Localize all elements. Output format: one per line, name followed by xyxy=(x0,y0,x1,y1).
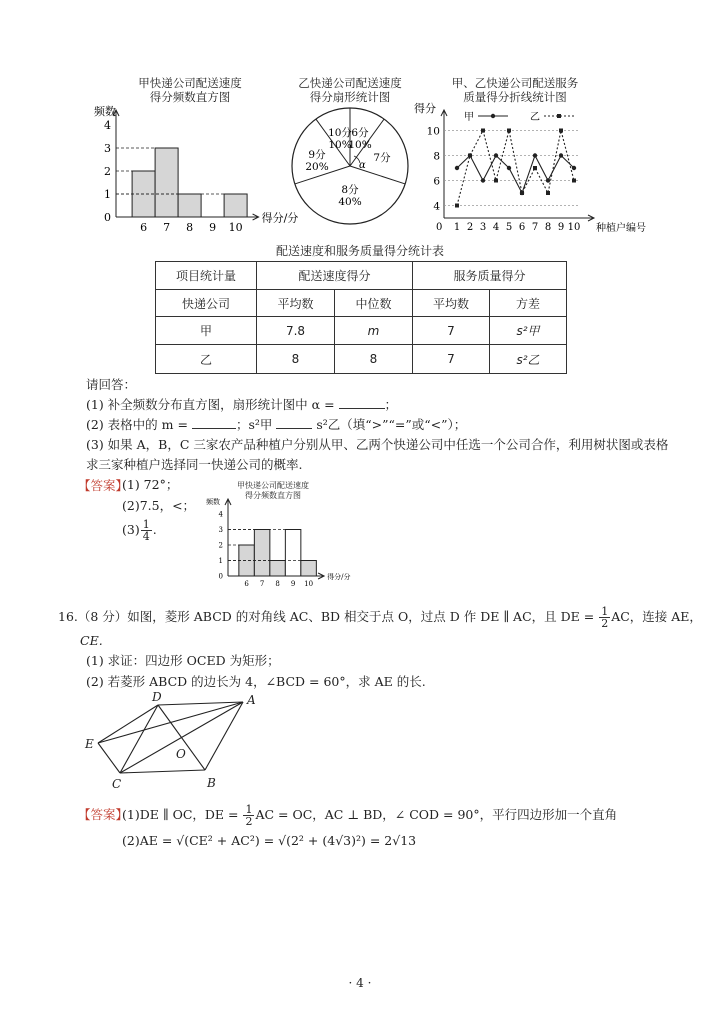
q15-part1 xyxy=(86,396,397,413)
q16-part1: (1) 求证：四边形 OCED 为矩形； xyxy=(86,653,280,668)
label-b: B xyxy=(207,776,216,790)
q16-answer1 xyxy=(122,804,617,827)
data-point-jia xyxy=(559,153,563,157)
pie-slice-label: 10分 xyxy=(328,127,352,139)
side-ab xyxy=(205,702,243,770)
histogram-bar xyxy=(239,545,255,576)
q15-part2-text: (2) 表格中的 m = xyxy=(86,417,192,432)
q15-part2-end: s²乙（填“>”“=”或“<”）； xyxy=(312,417,467,432)
pie-slice-label: 6分 xyxy=(351,127,369,139)
legend-marker-yi xyxy=(557,114,561,118)
y-axis-label: 得分 xyxy=(414,102,436,115)
q15-answer3-label: (3) xyxy=(122,522,140,537)
y-tick-label: 4 xyxy=(104,118,111,132)
answer-tag: 【答案】 xyxy=(78,478,129,493)
x-tick-label: 2 xyxy=(466,222,474,233)
series-line-yi xyxy=(457,131,574,206)
y-tick-label: 2 xyxy=(218,541,223,550)
table-cell: 甲 xyxy=(156,317,257,345)
data-point-yi xyxy=(546,191,550,195)
side-bc xyxy=(120,770,205,773)
fraction xyxy=(243,804,254,827)
table-cell: 7 xyxy=(413,345,490,374)
side-da xyxy=(158,702,243,705)
data-point-yi xyxy=(533,166,537,170)
side-cd xyxy=(120,705,158,773)
y-axis-label: 频数 xyxy=(94,105,116,118)
angle-alpha-label: α xyxy=(359,160,366,171)
answer-histogram-chart xyxy=(198,498,351,588)
data-point-jia xyxy=(507,166,511,170)
label-o: O xyxy=(176,747,186,761)
table-header-cell: 平均数 xyxy=(257,290,335,317)
q16-answer1-end: AC = OC，AC ⊥ BD，∠ COD = 90°，平行四边形加一个直角 xyxy=(255,807,618,822)
data-point-jia xyxy=(572,166,576,170)
answer-tag: 【答案】 xyxy=(78,807,129,822)
x-tick-label: 1 xyxy=(453,222,461,233)
x-axis-label: 种植户编号 xyxy=(596,223,646,234)
x-tick-label: 8 xyxy=(544,222,552,233)
y-tick-label: 3 xyxy=(218,525,223,534)
hist-title: 甲快递公司配送速度 得分频数直方图 xyxy=(138,76,242,104)
label-e: E xyxy=(85,737,94,751)
data-point-yi xyxy=(494,179,498,183)
q15-answer1: (1) 72°； xyxy=(122,477,179,492)
pie-title: 乙快递公司配送速度 得分扇形统计图 xyxy=(298,76,402,104)
data-point-jia xyxy=(494,153,498,157)
x-tick-label: 8 xyxy=(275,580,280,588)
page-number: · 4 · xyxy=(348,976,372,990)
fraction xyxy=(141,519,152,542)
x-tick-label: 7 xyxy=(163,221,171,234)
y-tick-label: 2 xyxy=(104,164,111,178)
table-header-cell: 服务质量得分 xyxy=(413,262,567,290)
q15-answer3 xyxy=(122,518,157,542)
q16-line1-end: AC，连接 AE， xyxy=(611,609,702,624)
q15-prompt: 请回答： xyxy=(86,377,137,392)
x-axis-label: 得分/分 xyxy=(261,211,299,225)
table-header-cell: 快递公司 xyxy=(156,290,257,317)
table-header-cell: 中位数 xyxy=(335,290,413,317)
y-tick-label: 3 xyxy=(104,141,111,155)
q15-part3: (3) 如果 A，B，C 三家农产品种植户分别从甲、乙两个快递公司中任选一个公司合作，利用树状图或表格 xyxy=(86,437,669,452)
q16-line1 xyxy=(58,606,702,629)
histogram-bar xyxy=(155,148,178,217)
histogram-bar xyxy=(285,530,301,577)
fraction xyxy=(599,606,610,629)
line-chart xyxy=(412,100,674,235)
q16-answer2: (2)AE = √(CE² + AC²) = √(2² + (4√3)²) = 2√13 xyxy=(122,833,417,848)
q15-part2-mid: ；s²甲 xyxy=(235,417,277,432)
data-point-yi xyxy=(507,129,511,133)
legend-label-yi: 乙 xyxy=(530,112,540,123)
y-axis-label: 频数 xyxy=(206,498,220,506)
table-cell: 乙 xyxy=(156,345,257,374)
table-cell: s²甲 xyxy=(490,317,567,345)
table-header-cell: 平均数 xyxy=(413,290,490,317)
y-tick-label: 1 xyxy=(104,187,111,201)
data-point-jia xyxy=(533,153,537,157)
x-tick-label: 10 xyxy=(567,222,581,233)
x-tick-label: 7 xyxy=(531,222,539,233)
x-tick-label: 4 xyxy=(492,222,500,233)
answer-hist-title: 甲快递公司配送速度 得分频数直方图 xyxy=(237,481,309,500)
rhombus-figure xyxy=(80,690,270,795)
histogram-bar xyxy=(254,530,270,577)
y-tick-label: 10 xyxy=(426,125,440,138)
table-title: 配送速度和服务质量得分统计表 xyxy=(275,244,444,258)
label-c: C xyxy=(112,777,122,791)
q16-part2: (2) 若菱形 ABCD 的边长为 4，∠BCD = 60°，求 AE 的长. xyxy=(86,674,426,689)
data-point-jia xyxy=(455,166,459,170)
y-tick-label: 8 xyxy=(433,150,440,163)
table-cell: 7.8 xyxy=(257,317,335,345)
x-tick-label: 8 xyxy=(186,221,194,234)
legend-label-jia: 甲 xyxy=(464,112,474,123)
data-point-jia xyxy=(481,178,485,182)
x-tick-label: 7 xyxy=(259,580,265,588)
table-row xyxy=(156,317,567,345)
pie-slice-label: 8分 xyxy=(341,184,359,196)
pie-slice-percent: 10% xyxy=(328,139,352,151)
q15-part1-end: ； xyxy=(384,397,398,412)
y-tick-label: 6 xyxy=(433,175,440,188)
segment-de xyxy=(98,705,158,743)
histogram-chart xyxy=(80,95,310,235)
fraction-num: 1 xyxy=(601,605,609,618)
q16-line1-text: 16.（8 分）如图，菱形 ABCD 的对角线 AC、BD 相交于点 O，过点 D 作 DE ∥ AC，且 DE = xyxy=(58,609,599,624)
x-tick-label: 6 xyxy=(518,222,526,233)
origin-label: 0 xyxy=(436,222,443,233)
pie-chart xyxy=(285,103,415,233)
y-tick-label: 0 xyxy=(218,572,223,581)
label-d: D xyxy=(152,690,162,704)
x-tick-label: 9 xyxy=(557,222,565,233)
q16-answer1-text: (1)DE ∥ OC，DE = xyxy=(122,807,243,822)
table-header-cell: 配送速度得分 xyxy=(257,262,413,290)
q15-answer2: (2)7.5，<； xyxy=(122,498,196,513)
table-cell: 8 xyxy=(335,345,413,374)
y-tick-label: 4 xyxy=(218,510,223,519)
histogram-bar xyxy=(178,194,201,217)
pie-slice-label: 7分 xyxy=(373,152,391,164)
x-tick-label: 10 xyxy=(304,580,314,588)
table-cell: m xyxy=(335,317,413,345)
x-axis-label: 得分/分 xyxy=(327,572,351,581)
segment-ae xyxy=(98,702,243,743)
data-point-yi xyxy=(481,129,485,133)
fraction-num: 1 xyxy=(245,803,253,816)
table-cell: 7 xyxy=(413,317,490,345)
segment-ce xyxy=(98,743,120,773)
data-point-yi xyxy=(520,191,524,195)
fraction-den: 2 xyxy=(245,815,253,828)
histogram-bar xyxy=(301,561,317,577)
answer-blank xyxy=(276,416,312,429)
table-cell: 8 xyxy=(257,345,335,374)
pie-slice-percent: 10% xyxy=(348,139,372,151)
y-tick-label: 1 xyxy=(218,556,223,565)
stats-table xyxy=(155,261,567,374)
table-row xyxy=(156,345,567,374)
histogram-bar xyxy=(224,194,247,217)
pie-slice-label: 9分 xyxy=(308,149,326,161)
x-tick-label: 9 xyxy=(209,221,217,234)
q15-answer3-end: . xyxy=(152,522,157,537)
series-line-jia xyxy=(457,156,574,194)
answer-blank xyxy=(192,416,236,429)
fraction-den: 2 xyxy=(601,617,609,630)
x-tick-label: 10 xyxy=(228,221,243,234)
label-a: A xyxy=(247,693,256,707)
q15-part3-cont: 求三家种植户选择同一快递公司的概率. xyxy=(86,457,303,472)
legend-marker-jia xyxy=(491,114,495,118)
data-point-yi xyxy=(572,179,576,183)
x-tick-label: 6 xyxy=(244,580,249,588)
table-cell: s²乙 xyxy=(490,345,567,374)
table-header-cell: 方差 xyxy=(490,290,567,317)
data-point-jia xyxy=(546,178,550,182)
fraction-den: 4 xyxy=(142,530,150,543)
q15-part2 xyxy=(86,416,466,433)
q15-part1-text: (1) 补全频数分布直方图，扇形统计图中 α = xyxy=(86,397,339,412)
line-title: 甲、乙快递公司配送服务 质量得分折线统计图 xyxy=(451,76,579,104)
data-point-yi xyxy=(559,129,563,133)
pie-slice-percent: 20% xyxy=(305,161,329,173)
x-tick-label: 9 xyxy=(290,580,296,588)
q16-line2: CE. xyxy=(80,633,103,648)
x-tick-label: 5 xyxy=(505,222,513,233)
x-tick-label: 3 xyxy=(479,222,487,233)
pie-slice-percent: 40% xyxy=(338,196,362,208)
y-tick-label: 0 xyxy=(104,210,111,224)
fraction-num: 1 xyxy=(142,518,150,531)
histogram-bar xyxy=(270,561,286,577)
x-tick-label: 6 xyxy=(140,221,148,234)
data-point-yi xyxy=(455,204,459,208)
data-point-yi xyxy=(468,154,472,158)
table-header-cell: 项目统计量 xyxy=(156,262,257,290)
answer-blank xyxy=(339,396,385,409)
y-tick-label: 4 xyxy=(433,200,440,213)
